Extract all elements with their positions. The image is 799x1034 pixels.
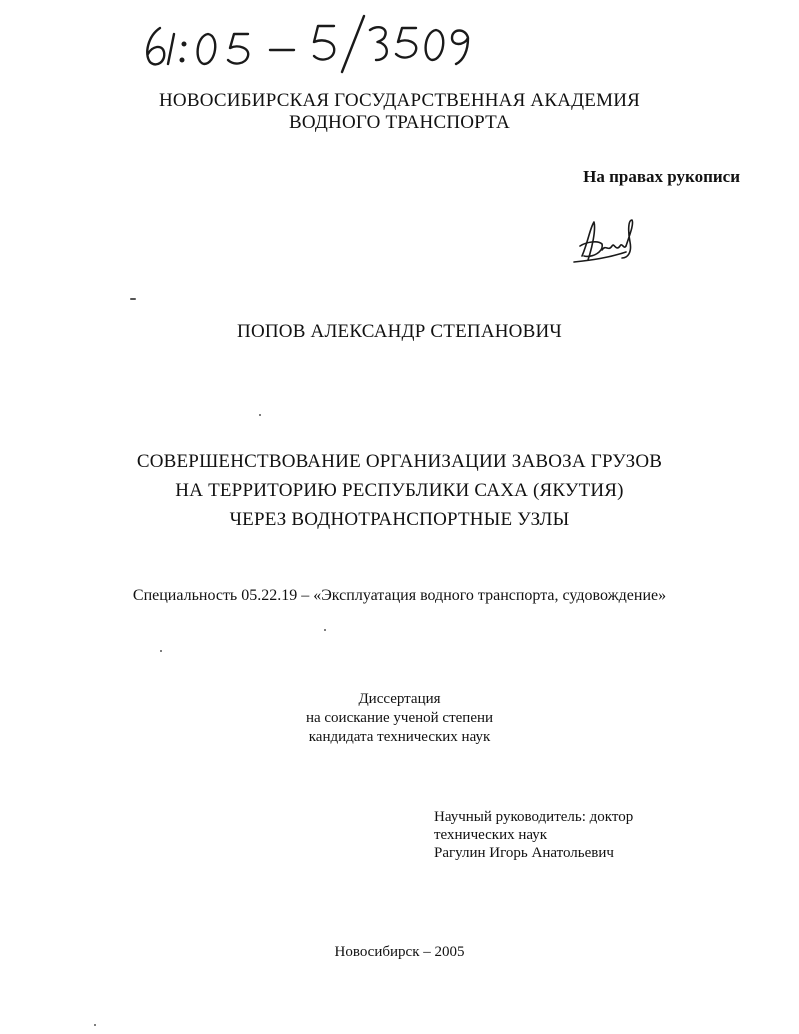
institution-name xyxy=(0,90,799,134)
thesis-line-1: Диссертация xyxy=(358,691,441,707)
scan-speck xyxy=(130,298,136,300)
signature xyxy=(568,212,648,272)
scan-speck xyxy=(324,629,326,631)
advisor-line-2: технических наук xyxy=(434,827,548,843)
dissertation-title xyxy=(0,447,799,534)
title-line-3: ЧЕРЕЗ ВОДНОТРАНСПОРТНЫЕ УЗЛЫ xyxy=(229,509,570,530)
scan-speck xyxy=(259,414,261,416)
thesis-description xyxy=(0,690,799,747)
city-year: Новосибирск – 2005 xyxy=(334,944,465,960)
thesis-line-2: на соискание ученой степени xyxy=(305,710,494,726)
specialty-line: Специальность 05.22.19 – «Эксплуатация водного транспорта, судовождение» xyxy=(132,587,667,604)
title-line-2: НА ТЕРРИТОРИЮ РЕСПУБЛИКИ САХА (ЯКУТИЯ) xyxy=(175,480,624,501)
institution-line-1: НОВОСИБИРСКАЯ ГОСУДАРСТВЕННАЯ АКАДЕМИЯ xyxy=(159,90,640,111)
advisor-line-3: Рагулин Игорь Анатольевич xyxy=(434,845,614,861)
scan-speck xyxy=(160,650,162,652)
advisor-line-1: Научный руководитель: доктор xyxy=(434,809,634,825)
scan-speck xyxy=(94,1024,96,1026)
title-line-1: СОВЕРШЕНСТВОВАНИЕ ОРГАНИЗАЦИИ ЗАВОЗА ГРУЗОВ xyxy=(136,451,663,472)
scientific-advisor xyxy=(434,808,694,862)
author-name: ПОПОВ АЛЕКСАНДР СТЕПАНОВИЧ xyxy=(237,321,562,342)
thesis-line-3: кандидата технических наук xyxy=(308,729,491,745)
institution-line-2: ВОДНОГО ТРАНСПОРТА xyxy=(289,112,510,133)
archive-number-handwritten xyxy=(138,6,478,76)
manuscript-rights-note: На правах рукописи xyxy=(583,167,740,186)
